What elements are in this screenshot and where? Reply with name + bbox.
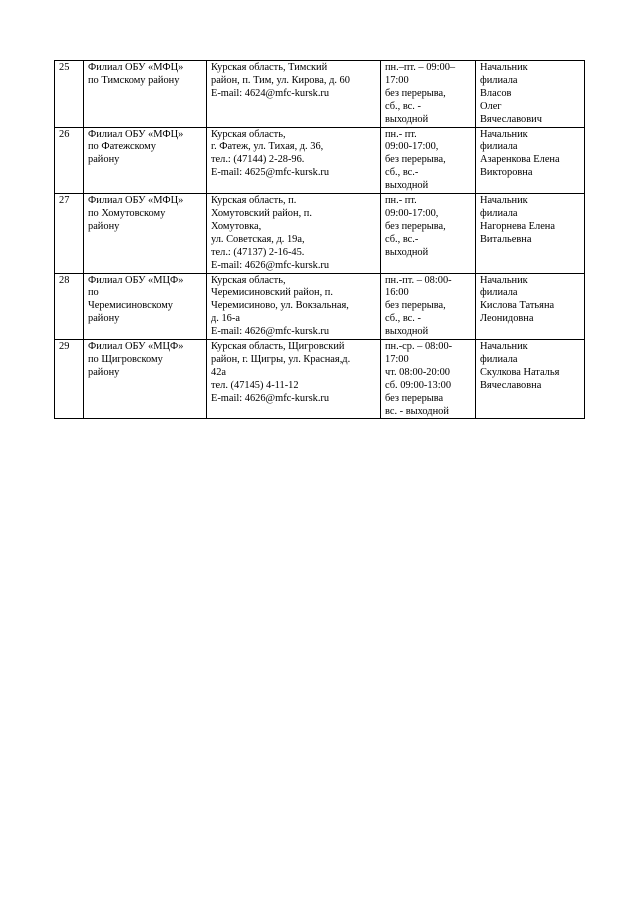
address-line: д. 16-а xyxy=(211,313,240,325)
head-line: Власов xyxy=(480,87,512,99)
hours-line: 16:00 xyxy=(385,287,409,299)
hours-line: без перерыва xyxy=(385,392,444,404)
address-cell xyxy=(207,127,381,194)
head-line: Начальник xyxy=(480,62,528,73)
hours-line: выходной xyxy=(385,180,429,192)
address-line: Хомутовский район, п. xyxy=(211,207,312,219)
head-line: Кислова Татьяна xyxy=(480,300,555,312)
head-line: филиала xyxy=(480,74,518,86)
hours-cell xyxy=(381,127,476,194)
address-cell xyxy=(207,61,381,128)
hours-line: выходной xyxy=(385,113,429,125)
table-row xyxy=(55,194,585,273)
hours-line: сб., вс.- xyxy=(385,233,419,245)
email-line: E-mail: 4626@mfc-kursk.ru xyxy=(211,326,330,338)
address-cell xyxy=(207,194,381,273)
address-line: Черемисиново, ул. Вокзальная, xyxy=(211,300,349,312)
branch-name-line: по Тимскому району xyxy=(88,74,180,86)
branch-name-cell xyxy=(84,340,207,419)
address-line: Курская область, Тимский xyxy=(211,62,328,73)
head-line: Азаренкова Елена xyxy=(480,154,560,166)
branch-name-line: Филиал ОБУ «МФЦ» xyxy=(88,195,184,207)
hours-line: выходной xyxy=(385,326,429,338)
hours-line: сб., вс. - xyxy=(385,313,421,325)
address-line: район, г. Щигры, ул. Красная,д. xyxy=(211,353,351,365)
branches-table xyxy=(54,60,585,419)
branch-name-line: району xyxy=(88,220,120,232)
address-cell xyxy=(207,273,381,340)
hours-line: 09:00-17:00, xyxy=(385,141,439,153)
table-body xyxy=(55,61,585,419)
hours-line: сб., вс.- xyxy=(385,167,419,179)
email-line: E-mail: 4624@mfc-kursk.ru xyxy=(211,87,330,99)
hours-line: чт. 08:00-20:00 xyxy=(385,366,450,378)
head-line: Олег xyxy=(480,100,502,112)
hours-line: выходной xyxy=(385,246,429,258)
branch-name-line: району xyxy=(88,366,120,378)
branch-name-cell xyxy=(84,194,207,273)
hours-line: пн.-ср. – 08:00- xyxy=(385,341,453,353)
phone-line: тел.: (47137) 2-16-45. xyxy=(211,246,305,258)
table-row xyxy=(55,127,585,194)
hours-line: 09:00-17:00, xyxy=(385,207,439,219)
hours-line: без перерыва, xyxy=(385,154,446,166)
hours-line: пн.–пт. – 09:00– xyxy=(385,62,456,73)
address-line: 42а xyxy=(211,366,227,378)
row-number: 27 xyxy=(59,195,70,207)
branch-name-cell xyxy=(84,273,207,340)
hours-line: вс. - выходной xyxy=(385,405,449,417)
head-line: филиала xyxy=(480,353,518,365)
row-number-cell xyxy=(55,194,84,273)
head-cell xyxy=(476,127,585,194)
address-line: Курская область, xyxy=(211,128,286,140)
table-row xyxy=(55,61,585,128)
head-line: филиала xyxy=(480,207,518,219)
head-cell xyxy=(476,194,585,273)
address-line: Курская область, xyxy=(211,274,286,286)
head-line: филиала xyxy=(480,141,518,153)
row-number: 26 xyxy=(59,128,70,140)
hours-line: пн.-пт. – 08:00- xyxy=(385,274,452,286)
head-line: филиала xyxy=(480,287,518,299)
branch-name-line: Черемисиновскому xyxy=(88,300,173,312)
address-line: Черемисиновский район, п. xyxy=(211,287,333,299)
branch-name-line: району xyxy=(88,313,120,325)
branch-name-line: району xyxy=(88,154,120,166)
branch-name-line: по xyxy=(88,287,99,299)
branch-name-line: Филиал ОБУ «МЦФ» xyxy=(88,274,184,286)
head-cell xyxy=(476,340,585,419)
hours-line: без перерыва, xyxy=(385,300,446,312)
hours-line: пн.- пт. xyxy=(385,128,417,140)
address-line: г. Фатеж, ул. Тихая, д. 36, xyxy=(211,141,324,153)
branch-name-cell xyxy=(84,127,207,194)
row-number: 29 xyxy=(59,341,70,353)
head-line: Леонидовна xyxy=(480,313,534,325)
row-number: 28 xyxy=(59,274,70,286)
row-number-cell xyxy=(55,340,84,419)
row-number-cell xyxy=(55,127,84,194)
phone-line: тел.: (47144) 2-28-96. xyxy=(211,154,305,166)
head-line: Скулкова Наталья xyxy=(480,366,560,378)
branch-name-line: по Щигровскому xyxy=(88,353,163,365)
address-line: Хомутовка, xyxy=(211,220,262,232)
email-line: E-mail: 4626@mfc-kursk.ru xyxy=(211,392,330,404)
address-line: ул. Советская, д. 19а, xyxy=(211,233,305,245)
address-line: район, п. Тим, ул. Кирова, д. 60 xyxy=(211,74,350,86)
address-line: Курская область, п. xyxy=(211,195,297,207)
branch-name-line: Филиал ОБУ «МФЦ» xyxy=(88,62,184,73)
hours-line: пн.- пт. xyxy=(385,195,417,207)
head-line: Витальевна xyxy=(480,233,532,245)
hours-cell xyxy=(381,273,476,340)
hours-line: без перерыва, xyxy=(385,220,446,232)
email-line: E-mail: 4626@mfc-kursk.ru xyxy=(211,259,330,271)
head-line: Начальник xyxy=(480,274,528,286)
address-cell xyxy=(207,340,381,419)
hours-line: сб. 09:00-13:00 xyxy=(385,379,452,391)
branch-name-cell xyxy=(84,61,207,128)
head-line: Нагорнева Елена xyxy=(480,220,555,232)
hours-cell xyxy=(381,61,476,128)
hours-cell xyxy=(381,194,476,273)
head-cell xyxy=(476,273,585,340)
hours-line: без перерыва, xyxy=(385,87,446,99)
hours-line: сб., вс. - xyxy=(385,100,421,112)
head-line: Начальник xyxy=(480,195,528,207)
table-row xyxy=(55,340,585,419)
branch-name-line: Филиал ОБУ «МФЦ» xyxy=(88,128,184,140)
head-line: Начальник xyxy=(480,341,528,353)
table-row xyxy=(55,273,585,340)
hours-line: 17:00 xyxy=(385,74,409,86)
row-number-cell xyxy=(55,61,84,128)
branch-name-line: по Хомутовскому xyxy=(88,207,166,219)
head-line: Начальник xyxy=(480,128,528,140)
row-number: 25 xyxy=(59,62,70,73)
address-line: Курская область, Щигровский xyxy=(211,341,345,353)
row-number-cell xyxy=(55,273,84,340)
hours-cell xyxy=(381,340,476,419)
branch-name-line: по Фатежскому xyxy=(88,141,156,153)
email-line: E-mail: 4625@mfc-kursk.ru xyxy=(211,167,330,179)
head-line: Викторовна xyxy=(480,167,533,179)
phone-line: тел. (47145) 4-11-12 xyxy=(211,379,299,391)
head-line: Вячеславовна xyxy=(480,379,542,391)
hours-line: 17:00 xyxy=(385,353,409,365)
branch-name-line: Филиал ОБУ «МЦФ» xyxy=(88,341,184,353)
head-cell xyxy=(476,61,585,128)
head-line: Вячеславович xyxy=(480,113,542,125)
